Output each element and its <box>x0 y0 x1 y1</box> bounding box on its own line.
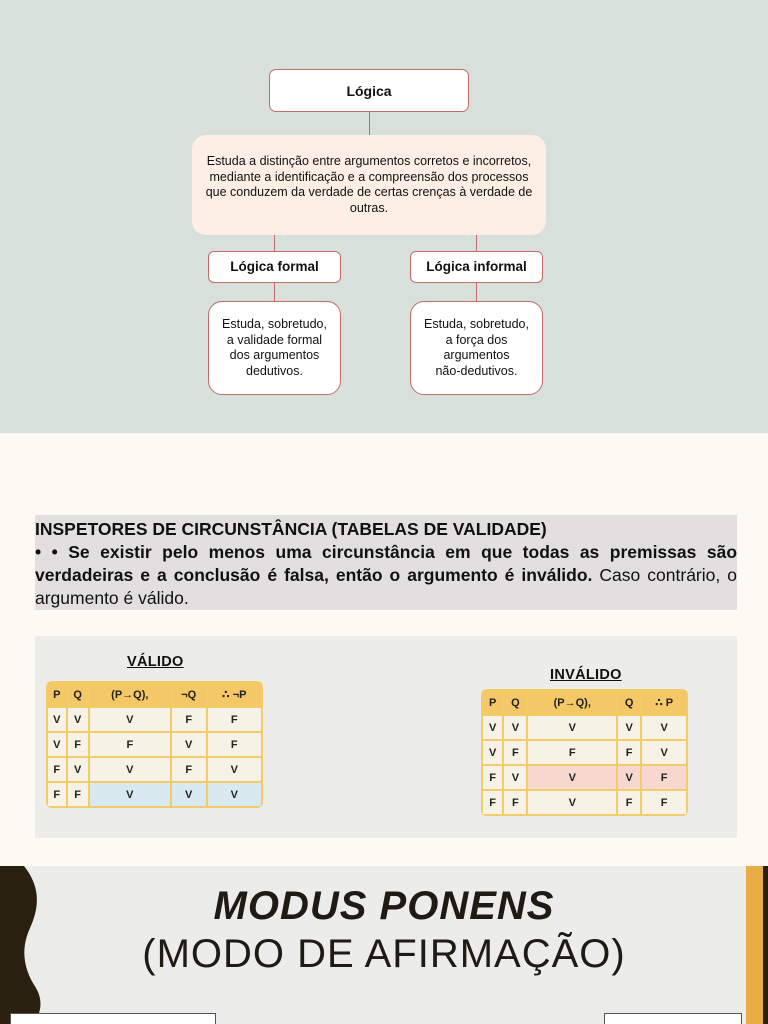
table-cell: F <box>67 732 89 757</box>
header-cell: Q <box>617 690 641 715</box>
table-cell: V <box>47 732 67 757</box>
table-cell: V <box>641 715 687 740</box>
inspectors-rule-normal: Caso contrário, o argumento é válido. <box>35 565 737 608</box>
table-cell: V <box>503 715 527 740</box>
table-cell: V <box>482 740 503 765</box>
table-cell: V <box>207 757 263 782</box>
table-cell: F <box>47 782 67 807</box>
table-cell: V <box>641 740 687 765</box>
table-row <box>482 790 687 815</box>
connector-line <box>476 283 477 301</box>
table-cell-highlight: F <box>641 765 687 790</box>
table-cell-highlight: V <box>171 782 207 807</box>
informal-logic-description <box>410 301 543 395</box>
connector-line <box>476 235 477 251</box>
table-cell: V <box>47 707 67 732</box>
header-cell: P <box>47 682 67 707</box>
table-row <box>47 732 262 757</box>
table-cell: F <box>47 757 67 782</box>
table-cell: F <box>527 740 617 765</box>
table-row <box>482 715 687 740</box>
header-cell: Q <box>503 690 527 715</box>
table-cell: V <box>171 732 207 757</box>
table-cell: F <box>171 757 207 782</box>
formal-logic-description-text: Estuda, sobretudo, a validade formal dos argumentos dedutivos. <box>222 317 327 378</box>
table-cell-highlight: V <box>617 765 641 790</box>
logic-description-text: Estuda a distinção entre argumentos corretos e incorretos, mediante a identificação e a compreensão dos processos que conduzem da verdade de certas crenças à verdade de outras. <box>205 154 533 215</box>
connector-line <box>369 112 370 135</box>
bullet: • • <box>35 542 69 562</box>
header-cell: ¬Q <box>171 682 207 707</box>
formal-logic-node: Lógica formal <box>208 251 341 283</box>
inspectors-rule-bold: Se existir pelo menos uma circunstância em que todas as premissas são verdadeiras e a conclusão é falsa, então o argumento é inválido. <box>35 542 738 585</box>
table-cell: F <box>89 732 171 757</box>
table-cell: V <box>67 707 89 732</box>
modus-ponens-subtitle: (MODO DE AFIRMAÇÃO) <box>142 932 626 976</box>
formal-logic-description <box>208 301 341 395</box>
header-cell: ∴ ¬P <box>207 682 263 707</box>
connector-line <box>274 235 275 251</box>
content-box <box>10 1013 216 1024</box>
table-cell: F <box>617 740 641 765</box>
table-cell: V <box>482 715 503 740</box>
table-cell: V <box>527 715 617 740</box>
table-cell-highlight: V <box>527 765 617 790</box>
table-cell: F <box>207 707 263 732</box>
table-cell: F <box>171 707 207 732</box>
table-cell: F <box>617 790 641 815</box>
header-cell: (P→Q), <box>527 690 617 715</box>
table-cell: F <box>503 790 527 815</box>
valid-truth-table <box>46 681 263 808</box>
table-cell-highlight: V <box>89 782 171 807</box>
valid-table-title: VÁLIDO <box>127 654 184 670</box>
connector-line <box>274 283 275 301</box>
inspectors-body <box>35 541 737 610</box>
table-cell: V <box>89 757 171 782</box>
table-row <box>482 765 687 790</box>
table-cell: F <box>503 740 527 765</box>
header-cell: P <box>482 690 503 715</box>
table-cell-highlight: V <box>207 782 263 807</box>
table-row <box>47 757 262 782</box>
table-cell: V <box>617 715 641 740</box>
informal-logic-node: Lógica informal <box>410 251 543 283</box>
modus-ponens-title: MODUS PONENS <box>213 884 555 928</box>
table-header-row <box>47 682 262 707</box>
table-cell: V <box>89 707 171 732</box>
invalid-table-title: INVÁLIDO <box>550 667 622 683</box>
table-cell: V <box>67 757 89 782</box>
inspectors-text-block <box>35 515 737 610</box>
header-cell: ∴ P <box>641 690 687 715</box>
table-cell: F <box>641 790 687 815</box>
logic-title-node: Lógica <box>269 69 469 112</box>
table-header-row <box>482 690 687 715</box>
table-cell: F <box>67 782 89 807</box>
table-row <box>47 707 262 732</box>
table-cell: V <box>527 790 617 815</box>
table-cell: V <box>503 765 527 790</box>
logic-description-node <box>192 135 546 235</box>
informal-logic-description-text: Estuda, sobretudo, a força dos argumentos não-dedutivos. <box>424 317 529 378</box>
modus-ponens-slide <box>0 866 768 1024</box>
table-cell: F <box>207 732 263 757</box>
inspectors-heading: INSPETORES DE CIRCUNSTÂNCIA (TABELAS DE VALIDADE) <box>35 519 547 539</box>
invalid-truth-table <box>481 689 688 816</box>
table-cell: F <box>482 790 503 815</box>
concept-map-section <box>0 0 768 433</box>
content-box <box>604 1013 742 1024</box>
table-row <box>482 740 687 765</box>
header-cell: (P→Q), <box>89 682 171 707</box>
header-cell: Q <box>67 682 89 707</box>
table-cell: F <box>482 765 503 790</box>
truth-tables-figure <box>35 636 737 838</box>
table-row <box>47 782 262 807</box>
